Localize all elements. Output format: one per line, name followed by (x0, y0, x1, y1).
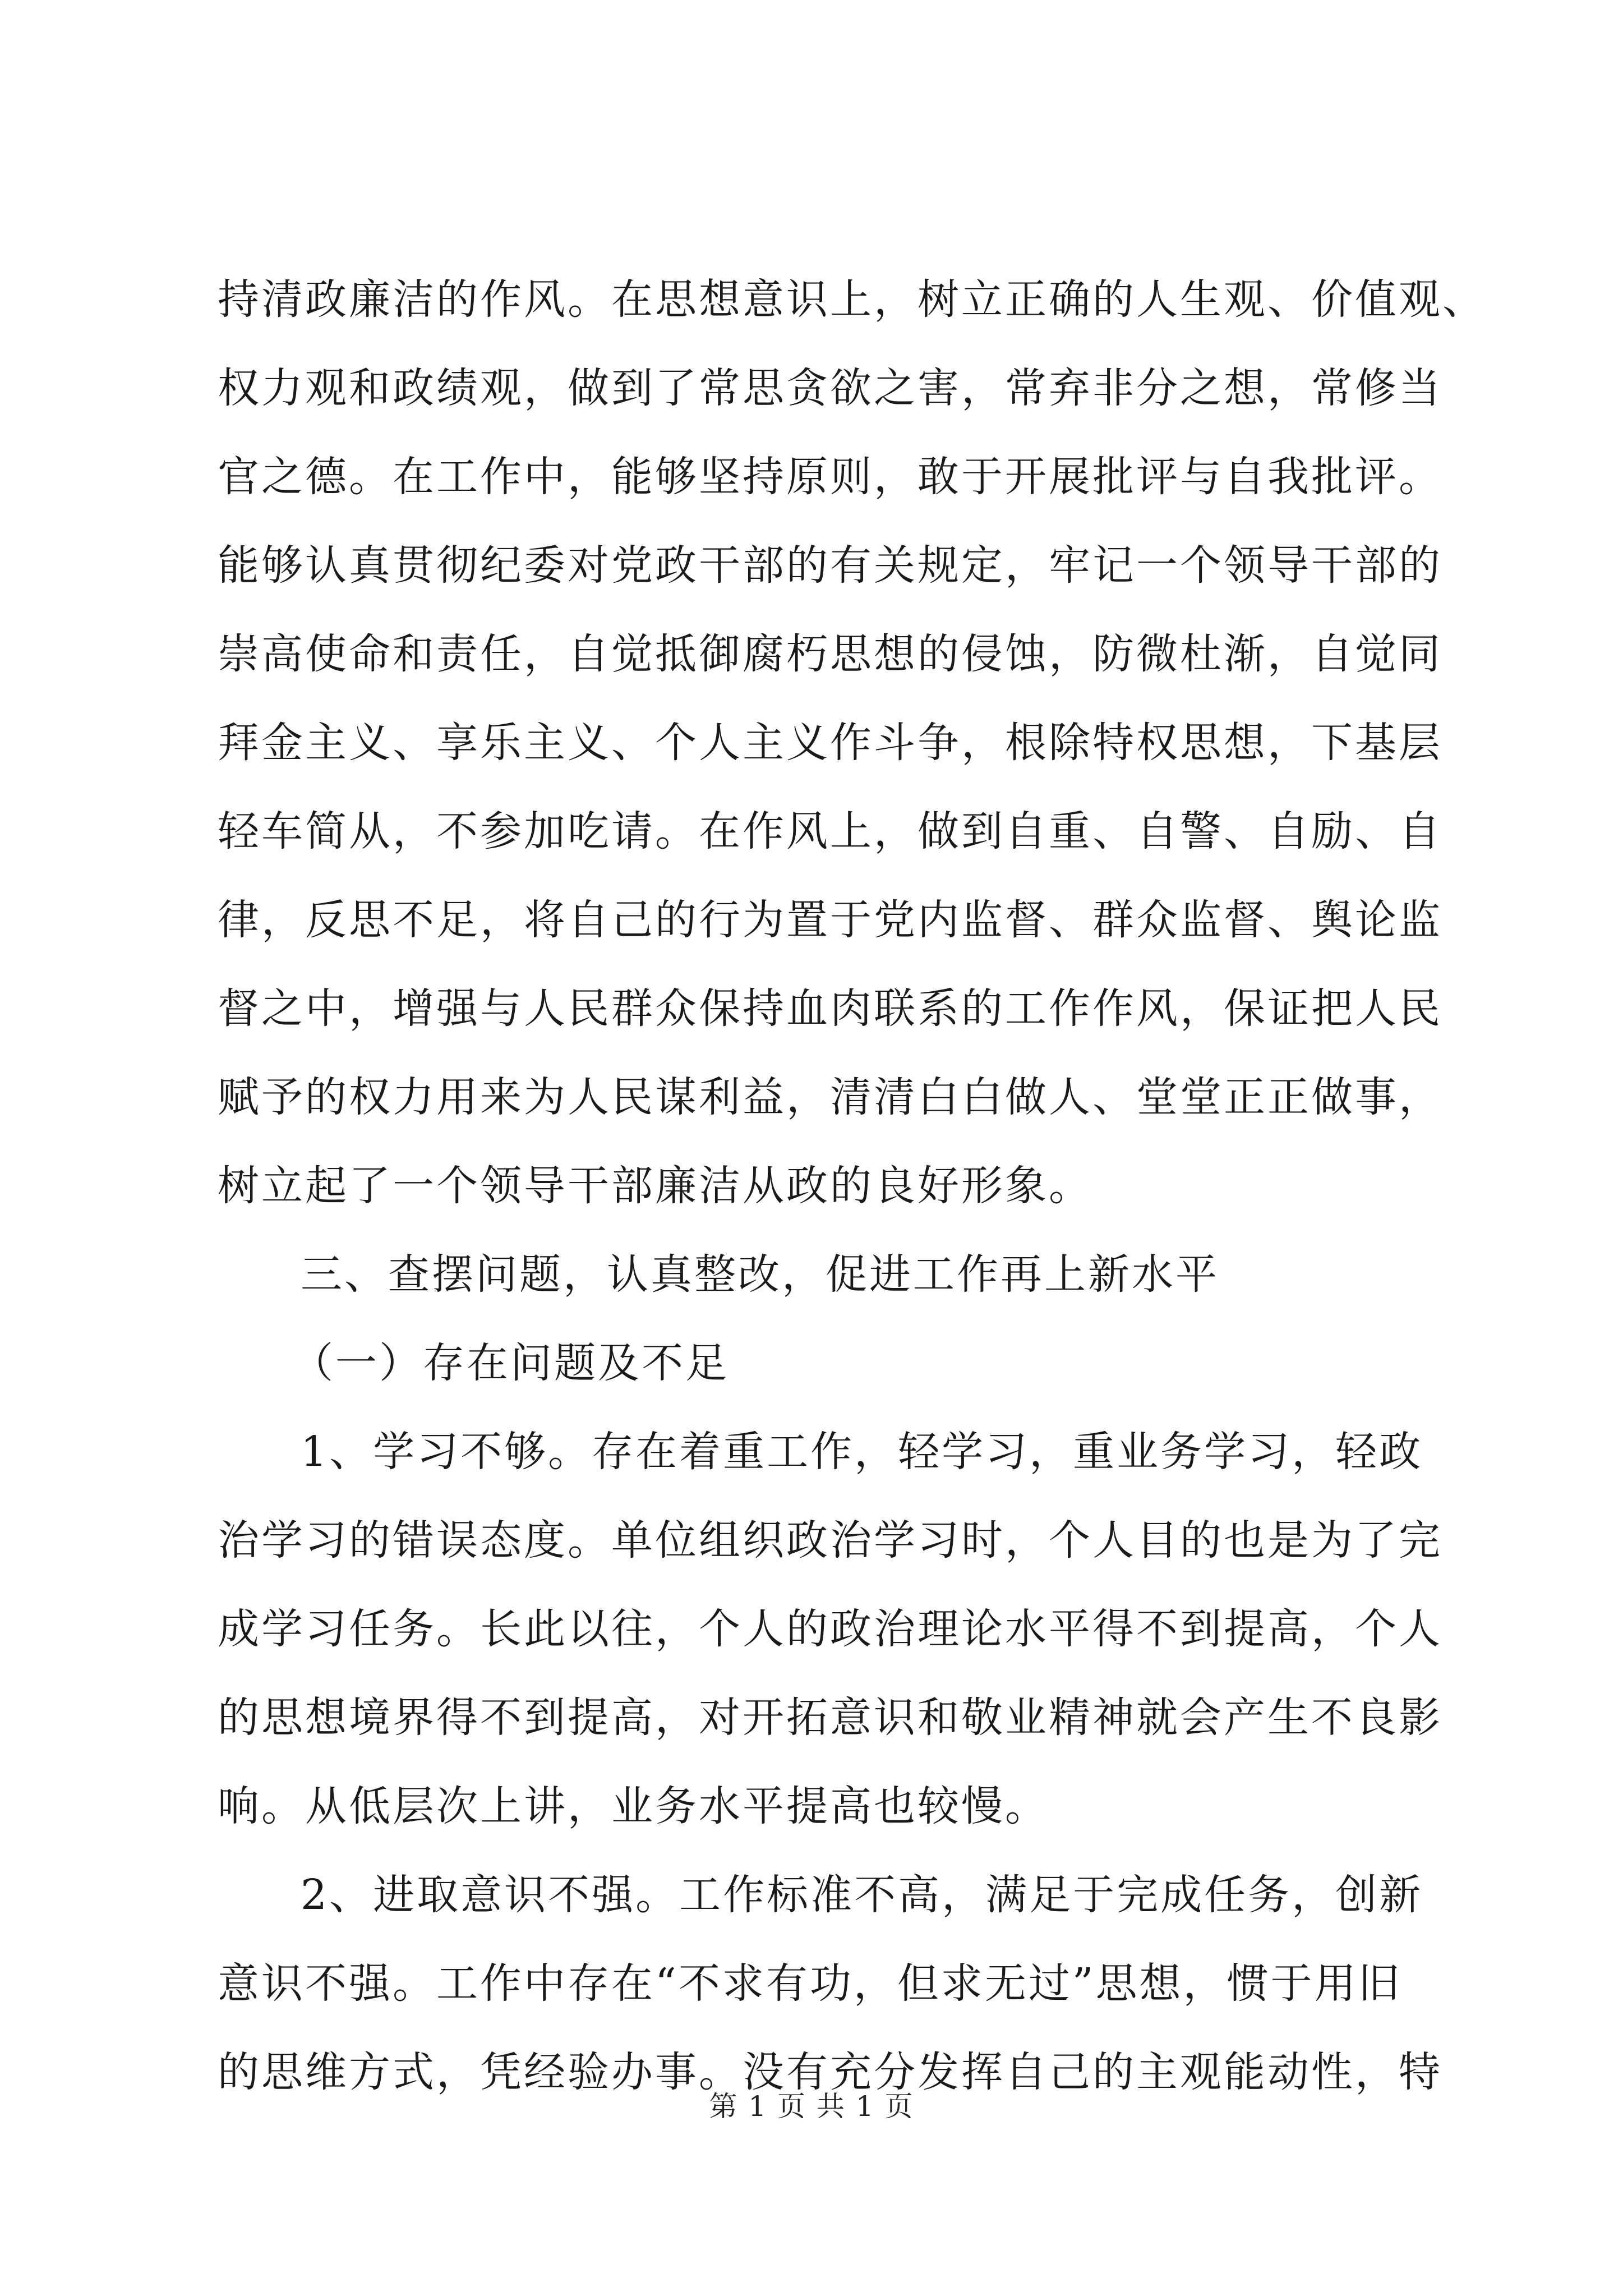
text-line: 意识不强。工作中存在“不求有功，但求无过”思想，惯于用旧 (218, 1959, 1402, 2008)
document-body (218, 255, 1486, 2116)
text-line: 的思想境界得不到提高，对开拓意识和敬业精神就会产生不良影 (218, 1694, 1442, 1742)
text-line: 1、学习不够。存在着重工作，轻学习，重业务学习，轻政 (301, 1428, 1423, 1476)
text-line: 轻车简从，不参加吃请。在作风上，做到自重、自警、自励、自 (218, 807, 1442, 855)
text-line: 的思维方式，凭经验办事。没有充分发挥自己的主观能动性，特 (218, 2048, 1442, 2096)
text-line: 治学习的错误态度。单位组织政治学习时，个人目的也是为了完 (218, 1516, 1442, 1565)
page-footer: 第 1 页 共 1 页 (709, 2090, 914, 2123)
text-line: 律，反思不足，将自己的行为置于党内监督、群众监督、舆论监 (218, 896, 1442, 944)
text-line: 持清政廉洁的作风。在思想意识上，树立正确的人生观、价值观、 (218, 275, 1486, 324)
text-line: 响。从低层次上讲，业务水平提高也较慢。 (218, 1782, 1049, 1830)
subsection-heading: （一）存在问题及不足 (292, 1339, 729, 1387)
text-line: 官之德。在工作中，能够坚持原则，敢于开展批评与自我批评。 (218, 453, 1442, 501)
text-line: 树立起了一个领导干部廉洁从政的良好形象。 (218, 1162, 1092, 1210)
text-line: 崇高使命和责任，自觉抵御腐朽思想的侵蚀，防微杜渐，自觉同 (218, 630, 1442, 678)
text-line: 权力观和政绩观，做到了常思贪欲之害，常弃非分之想，常修当 (218, 364, 1442, 412)
section-heading: 三、查摆问题，认真整改，促进工作再上新水平 (301, 1250, 1219, 1299)
text-line: 督之中，增强与人民群众保持血肉联系的工作作风，保证把人民 (218, 984, 1442, 1033)
text-line: 2、进取意识不强。工作标准不高，满足于完成任务，创新 (301, 1871, 1423, 1919)
text-line: 拜金主义、享乐主义、个人主义作斗争，根除特权思想，下基层 (218, 719, 1442, 767)
text-line: 赋予的权力用来为人民谋利益，清清白白做人、堂堂正正做事， (218, 1073, 1442, 1121)
text-line: 能够认真贯彻纪委对党政干部的有关规定，牢记一个领导干部的 (218, 541, 1442, 590)
text-line: 成学习任务。长此以往，个人的政治理论水平得不到提高，个人 (218, 1605, 1442, 1653)
